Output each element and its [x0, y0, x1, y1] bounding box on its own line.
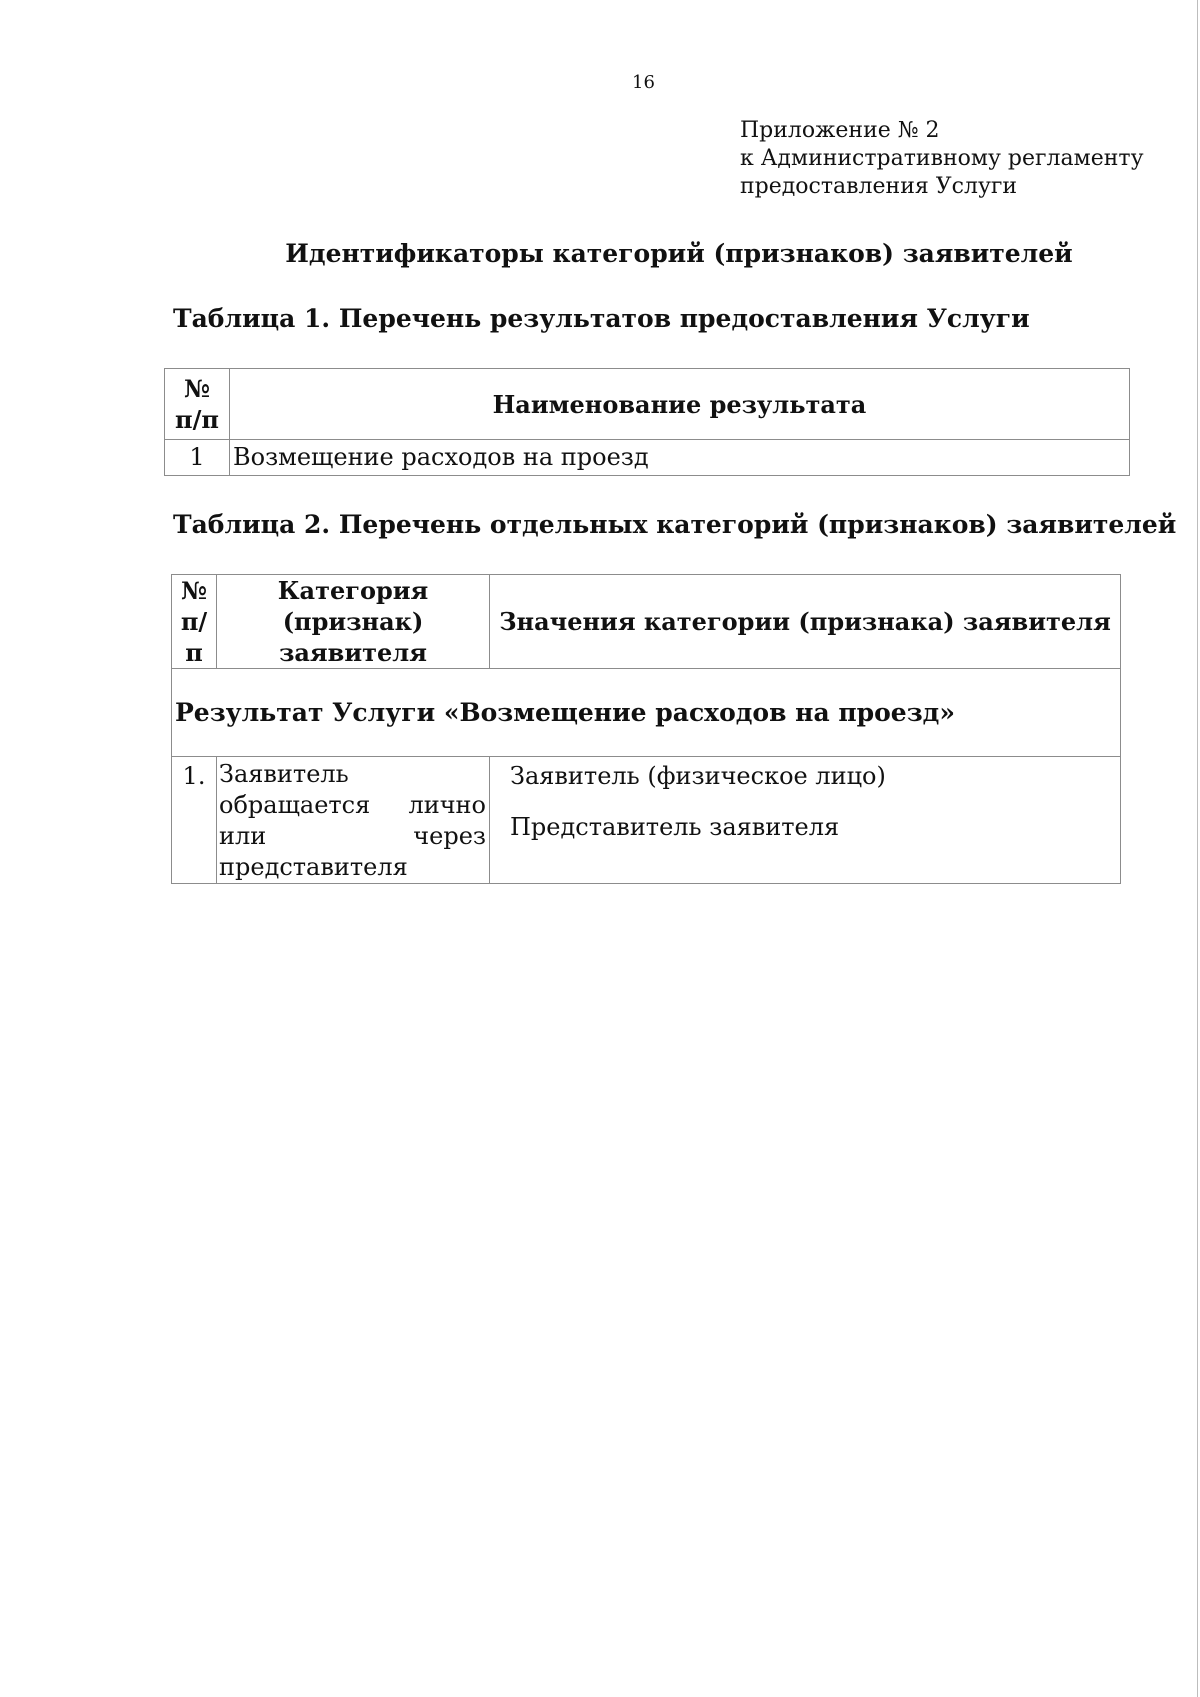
column-header-number — [165, 369, 230, 440]
row-number: 1. — [172, 757, 217, 884]
document-title: Идентификаторы категорий (признаков) заявителей — [285, 239, 1073, 268]
table2-caption: Таблица 2. Перечень отдельных категорий (признаков) заявителей — [173, 510, 1177, 539]
category-values — [490, 757, 1121, 884]
appendix-line-1: Приложение № 2 — [740, 118, 940, 143]
column-header-number-line2: п/п — [175, 405, 219, 434]
appendix-note — [740, 117, 1144, 201]
category-value: Заявитель (физическое лицо) — [510, 762, 886, 790]
column-header-number — [172, 575, 217, 669]
column-header-category — [217, 575, 490, 669]
column-header-number-line1: № — [180, 576, 208, 605]
categories-table — [171, 574, 1121, 884]
table-header-row — [172, 575, 1121, 669]
applicant-category: Заявитель обращается лично или через представителя — [217, 757, 490, 884]
results-table — [164, 368, 1130, 476]
row-number: 1 — [165, 440, 230, 476]
column-header-category-values: Значения категории (признака) заявителя — [490, 575, 1121, 669]
result-name: Возмещение расходов на проезд — [230, 440, 1130, 476]
column-header-number-line2: п/п — [180, 607, 208, 667]
column-header-result-name: Наименование результата — [230, 369, 1130, 440]
table-header-row — [165, 369, 1130, 440]
table-row — [165, 440, 1130, 476]
column-header-category-line2: (признак) заявителя — [279, 607, 427, 667]
table1-caption: Таблица 1. Перечень результатов предоставления Услуги — [173, 304, 1030, 333]
column-header-category-line1: Категория — [277, 576, 429, 605]
appendix-line-3: предоставления Услуги — [740, 174, 1018, 199]
section-title: Результат Услуги «Возмещение расходов на проезд» — [172, 669, 1121, 757]
appendix-line-2: к Административному регламенту — [740, 146, 1144, 171]
column-header-number-line1: № — [183, 374, 211, 403]
table-row — [172, 757, 1121, 884]
section-row — [172, 669, 1121, 757]
category-value: Представитель заявителя — [510, 813, 840, 841]
page-number: 16 — [632, 72, 655, 93]
